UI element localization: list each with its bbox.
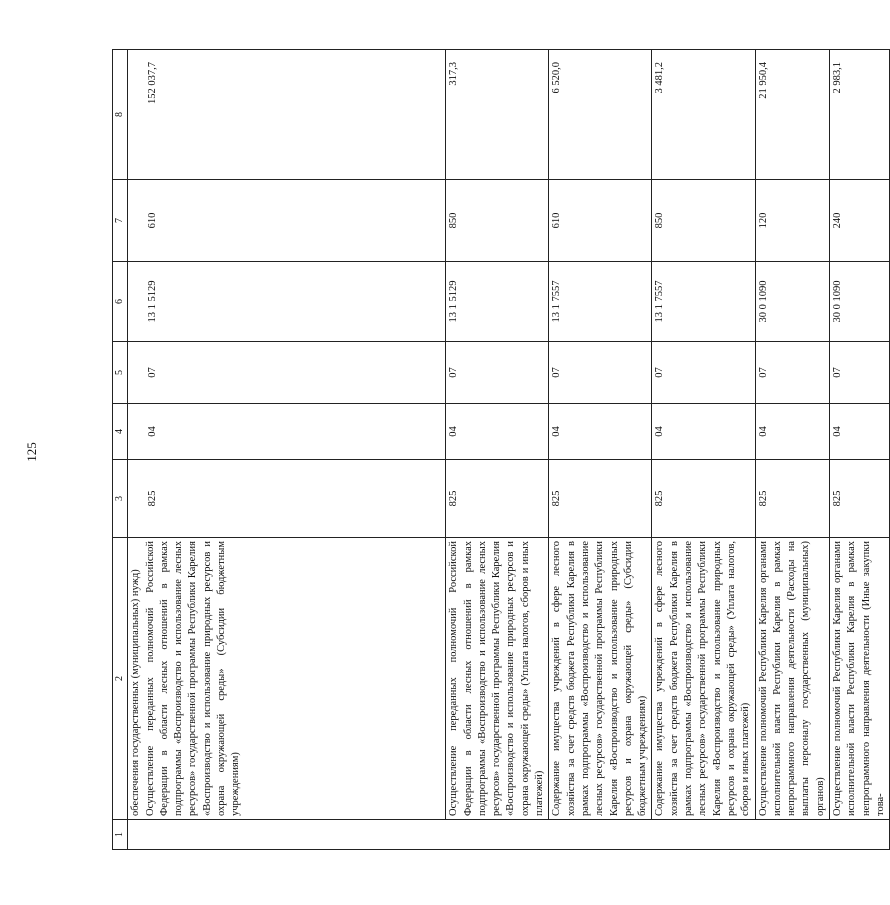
- ministry-cell: 825: [652, 460, 755, 538]
- amount-cell: 3 481,2: [652, 50, 755, 180]
- description-cell: [446, 538, 549, 820]
- section-cell: 04: [549, 404, 652, 460]
- continuation-text: обеспечения государственных (муниципальных) нужд): [130, 569, 142, 816]
- target-cell: 30 0 1090: [755, 262, 829, 342]
- amount-cell: 152 037,7: [128, 50, 446, 180]
- row-description: Осуществление полномочий Республики Карелия органами исполнительной власти Республики Карелия в рамках непрограммного направления деятельности (Расходы на выплаты персоналу государственных (муниципальных) органов): [757, 541, 826, 816]
- expense-type-cell: 850: [652, 180, 755, 262]
- column-number: 7: [113, 180, 128, 262]
- row-description: Содержание имущества учреждений в сфере лесного хозяйства за счет средств бюджета Республики Карелия в рамках подпрограммы «Воспроизводство и использование лесных ресурсов» государственной программы Республики Карелия «Воспроизводство и использование природных ресурсов и охрана окружающей среды» (Уплата налогов, сборов и иных платежей): [654, 541, 752, 816]
- subsection-cell: 07: [830, 342, 890, 404]
- subsection-cell: 07: [128, 342, 446, 404]
- target-cell: 13 1 7557: [652, 262, 755, 342]
- description-cell: [830, 538, 890, 820]
- ministry-cell: 825: [128, 460, 446, 538]
- row-number-cell: [128, 820, 890, 850]
- ministry-cell: 825: [755, 460, 829, 538]
- page-number: 125: [24, 442, 39, 462]
- description-cell: [755, 538, 829, 820]
- table-row: [830, 50, 890, 850]
- column-number: 8: [113, 50, 128, 180]
- target-cell: 30 0 1090: [830, 262, 890, 342]
- budget-table: [112, 49, 890, 850]
- table-row: [549, 50, 652, 850]
- amount-cell: 2 983,1: [830, 50, 890, 180]
- row-description: Содержание имущества учреждений в сфере лесного хозяйства за счет средств бюджета Республики Карелия в рамках подпрограммы «Воспроизводство и использование лесных ресурсов» государственной программы Республики Карелия «Воспроизводство и использование природных ресурсов и охрана окружающей среды» (Субсидии бюджетным учреждениям): [551, 541, 649, 816]
- expense-type-cell: 610: [549, 180, 652, 262]
- description-cell: [549, 538, 652, 820]
- ministry-cell: 825: [549, 460, 652, 538]
- table-row: [446, 50, 549, 850]
- description-cell: [652, 538, 755, 820]
- ministry-cell: 825: [830, 460, 890, 538]
- column-number: 1: [113, 820, 128, 850]
- table-row: [128, 50, 446, 850]
- target-cell: 13 1 5129: [128, 262, 446, 342]
- section-cell: 04: [446, 404, 549, 460]
- column-number: 2: [113, 538, 128, 820]
- expense-type-cell: 120: [755, 180, 829, 262]
- amount-cell: 317,3: [446, 50, 549, 180]
- subsection-cell: 07: [652, 342, 755, 404]
- section-cell: 04: [128, 404, 446, 460]
- column-number: 3: [113, 460, 128, 538]
- ministry-cell: 825: [446, 460, 549, 538]
- column-number: 5: [113, 342, 128, 404]
- row-description: Осуществление переданных полномочий Российской Федерации в области лесных отношений в рамках подпрограммы «Воспроизводство и использование лесных ресурсов» государственной программы Республики Карелия «Воспроизводство и использование природных ресурсов и охрана окружающей среды» (Субсидии бюджетным учреждениям): [144, 541, 242, 816]
- subsection-cell: 07: [755, 342, 829, 404]
- subsection-cell: 07: [446, 342, 549, 404]
- expense-type-cell: 850: [446, 180, 549, 262]
- column-number-row: [113, 50, 128, 850]
- table-row: [652, 50, 755, 850]
- expense-type-cell: 240: [830, 180, 890, 262]
- row-description: Осуществление полномочий Республики Карелия органами исполнительной власти Республики Карелия в рамках непрограммного направления деятельности (Иные закупки това-: [832, 541, 886, 816]
- column-number: 6: [113, 262, 128, 342]
- section-cell: 04: [652, 404, 755, 460]
- description-cell: [128, 538, 446, 820]
- amount-cell: 6 520,0: [549, 50, 652, 180]
- expense-type-cell: 610: [128, 180, 446, 262]
- row-description: Осуществление переданных полномочий Российской Федерации в области лесных отношений в рамках подпрограммы «Воспроизводство и использование лесных ресурсов» государственной программы Республики Карелия «Воспроизводство и использование природных ресурсов и охрана окружающей среды» (Уплата налогов, сборов и иных платежей): [448, 541, 546, 816]
- target-cell: 13 1 7557: [549, 262, 652, 342]
- target-cell: 13 1 5129: [446, 262, 549, 342]
- section-cell: 04: [755, 404, 829, 460]
- section-cell: 04: [830, 404, 890, 460]
- amount-cell: 21 950,4: [755, 50, 829, 180]
- budget-table-rotated: [112, 50, 886, 850]
- table-row: [755, 50, 829, 850]
- column-number: 4: [113, 404, 128, 460]
- subsection-cell: 07: [549, 342, 652, 404]
